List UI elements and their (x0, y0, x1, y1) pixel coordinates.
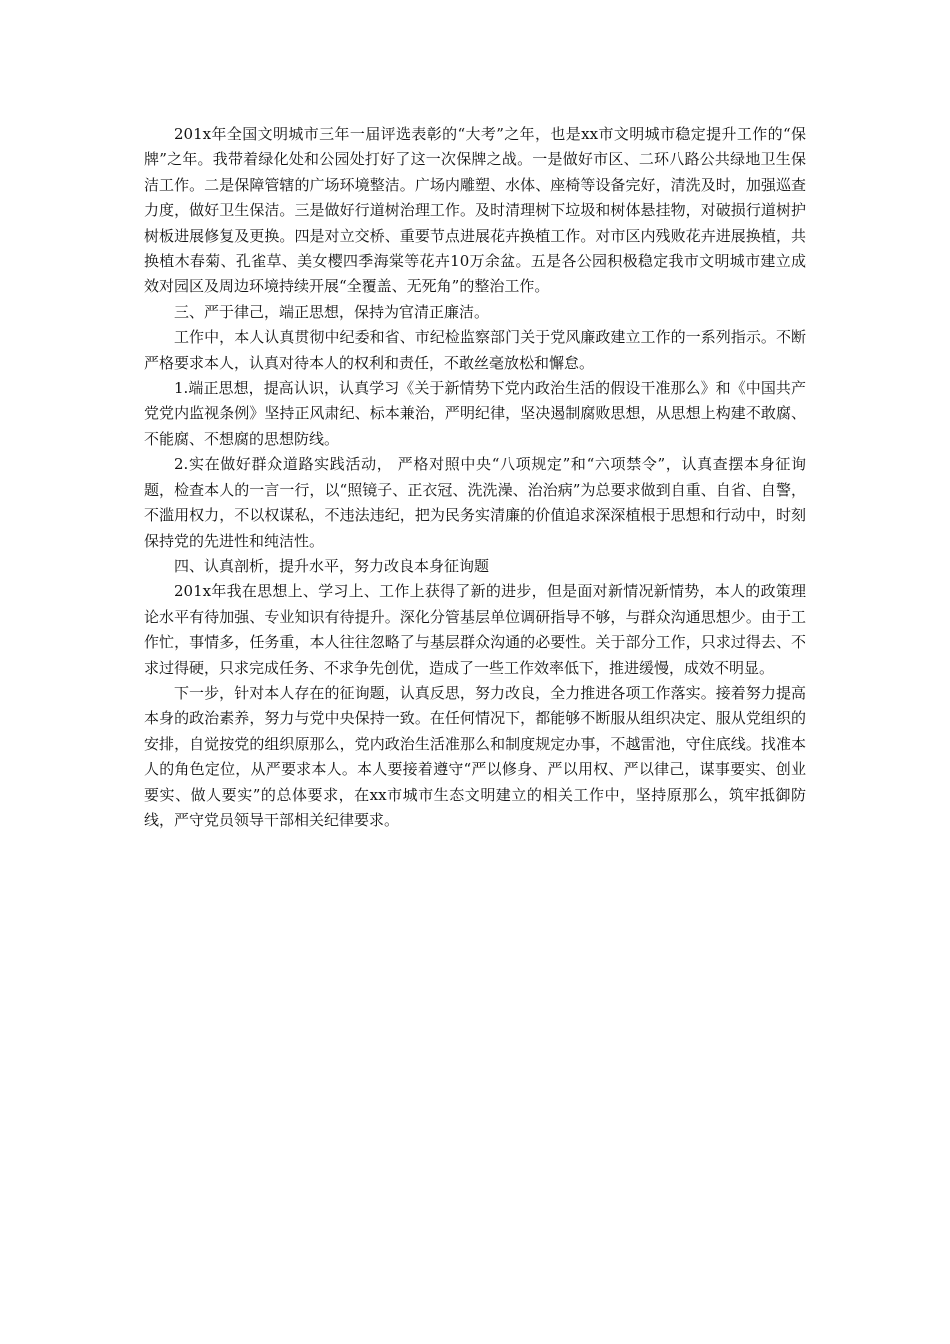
paragraph-city-maintenance: 201x年全国文明城市三年一届评选表彰的“大考”之年，也是xx市文明城市稳定提升工作的“保牌”之年。我带着绿化处和公园处打好了这一次保牌之战。一是做好市区、二环八路公共绿地卫生保洁工作。二是保障管辖的广场环境整洁。广场内雕塑、水体、座椅等设备完好，清洗及时，加强巡查力度，做好卫生保洁。三是做好行道树治理工作。及时清理树下垃圾和树体悬挂物，对破损行道树护树板进展修复及更换。四是对立交桥、重要节点进展花卉换植工作。对市区内残败花卉进展换植，共换植木春菊、孔雀草、美女樱四季海棠等花卉10万余盆。五是各公园积极稳定我市文明城市建立成效对园区及周边环境持续开展“全覆盖、无死角”的整治工作。 (144, 125, 806, 296)
paragraph-item-2: 2.实在做好群众道路实践活动， 严格对照中央“八项规定”和“六项禁令”，认真查摆本身征询题，检查本人的一言一行，以“照镜子、正衣冠、洗洗澡、治治病”为总要求做到自重、自省、自警，不滥用权力，不以权谋私，不违法违纪，把为民务实清廉的价值追求深深植根于思想和行动中，时刻保持党的先进性和纯洁性。 (144, 455, 806, 550)
section-heading-three: 三、严于律己，端正思想，保持为官清正廉洁。 (174, 302, 490, 321)
paragraph-self-analysis: 201x年我在思想上、学习上、工作上获得了新的进步，但是面对新情况新情势，本人的政策理论水平有待加强、专业知识有待提升。深化分管基层单位调研指导不够，与群众沟通思想少。由于工作忙，事情多，任务重，本人往往忽略了与基层群众沟通的必要性。关于部分工作，只求过得去、不求过得硬，只求完成任务、不求争先创优，造成了一些工作效率低下，推进缓慢，成效不明显。 (144, 582, 806, 677)
paragraph-next-steps: 下一步，针对本人存在的征询题，认真反思，努力改良，全力推进各项工作落实。接着努力提高本身的政治素养，努力与党中央保持一致。在任何情况下，都能够不断服从组织决定、服从党组织的安排，自觉按党的组织原那么，党内政治生活准那么和制度规定办事，不越雷池，守住底线。找准本人的角色定位，从严要求本人。本人要接着遵守“严以修身、严以用权、严以律己，谋事要实、创业要实、做人要实”的总体要求，在xx市城市生态文明建立的相关工作中，坚持原那么，筑牢抵御防线，严守党员领导干部相关纪律要求。 (144, 683, 806, 829)
section-heading-four: 四、认真剖析，提升水平，努力改良本身征询题 (174, 556, 490, 575)
paragraph-item-1: 1.端正思想，提高认识，认真学习《关于新情势下党内政治生活的假设干准那么》和《中国共产党党内监视条例》坚持正风肃纪、标本兼治，严明纪律，坚决遏制腐败思想，从思想上构建不敢腐、不能腐、不想腐的思想防线。 (144, 379, 806, 448)
paragraph-integrity-work: 工作中，本人认真贯彻中纪委和省、市纪检监察部门关于党风廉政建立工作的一系列指示。不断严格要求本人，认真对待本人的权利和责任，不敢丝毫放松和懈怠。 (144, 328, 806, 372)
document-body (144, 122, 806, 833)
